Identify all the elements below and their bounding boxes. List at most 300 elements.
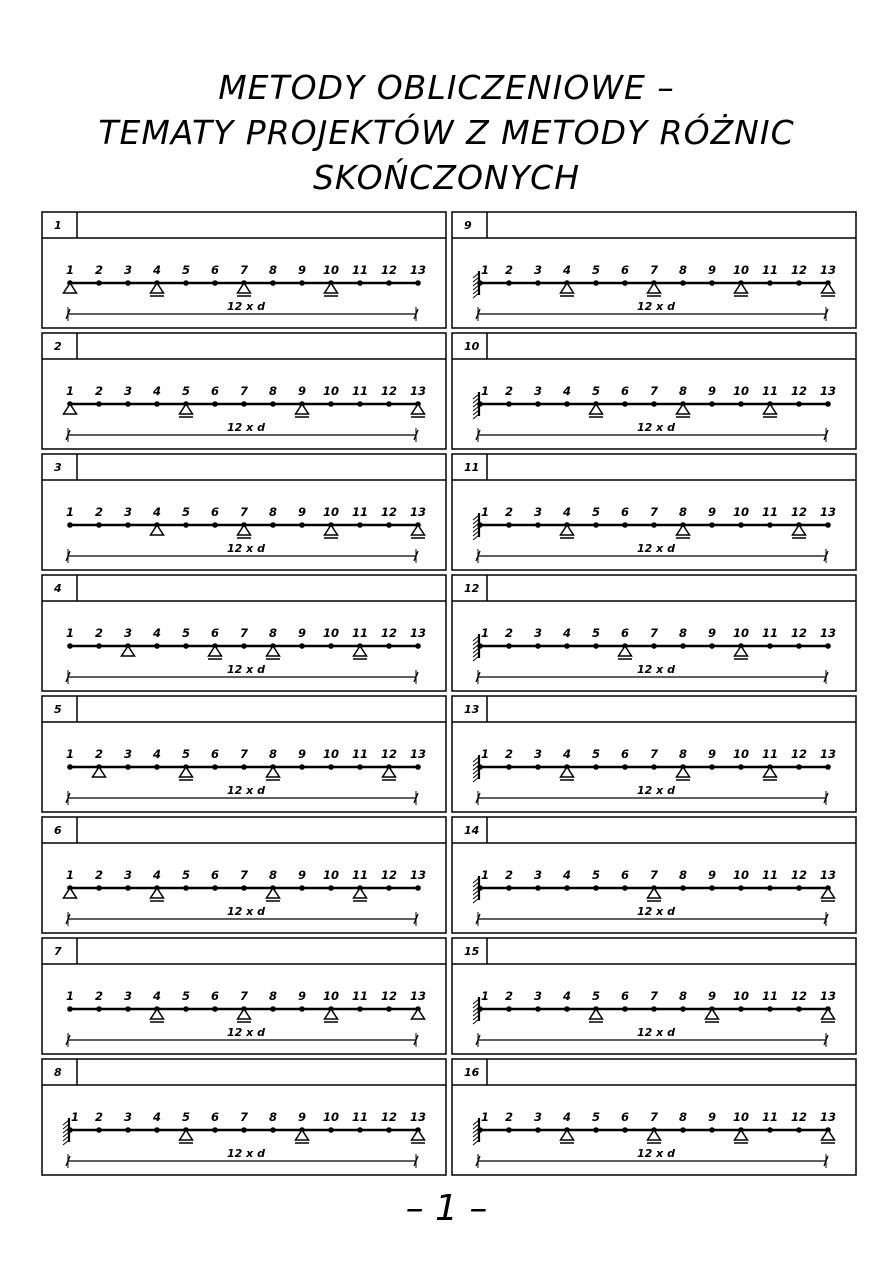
node-point: [506, 764, 512, 770]
dimension-label: 12 x d: [637, 663, 675, 676]
node-label: 3: [123, 384, 133, 398]
node-label: 11: [351, 505, 369, 519]
node-label: 5: [181, 626, 191, 640]
roller-support: [325, 525, 338, 535]
roller-support: [590, 404, 603, 414]
node-point: [183, 280, 189, 286]
node-label: 2: [504, 505, 514, 519]
node-point: [709, 764, 715, 770]
node-point: [738, 1006, 744, 1012]
beam-panel-13: [452, 696, 856, 812]
node-point: [651, 643, 657, 649]
panel-number: 8: [54, 1066, 62, 1079]
node-point: [796, 764, 802, 770]
node-label: 12: [790, 626, 808, 640]
node-label: 6: [620, 384, 630, 398]
node-point: [241, 401, 247, 407]
node-label: 12: [380, 384, 398, 398]
roller-support: [180, 767, 193, 777]
node-label: 3: [533, 1110, 543, 1124]
node-point: [96, 522, 102, 528]
node-label: 6: [210, 989, 220, 1003]
node-point: [564, 1006, 570, 1012]
node-label: 2: [504, 384, 514, 398]
node-label: 4: [562, 505, 572, 519]
node-label: 12: [380, 747, 398, 761]
node-point: [183, 522, 189, 528]
node-label: 11: [351, 747, 369, 761]
panel-number: 9: [464, 219, 472, 232]
node-label: 8: [678, 1110, 688, 1124]
dimension-label: 12 x d: [227, 1147, 265, 1160]
node-label: 5: [181, 263, 191, 277]
node-label: 4: [562, 868, 572, 882]
node-point: [622, 885, 628, 891]
node-label: 11: [761, 384, 779, 398]
node-point: [67, 1006, 73, 1012]
pin-support: [122, 646, 135, 656]
node-point: [183, 643, 189, 649]
node-label: 3: [123, 1110, 133, 1124]
node-point: [506, 280, 512, 286]
beam-panel-3: [42, 454, 446, 570]
node-label: 9: [297, 747, 307, 761]
panel-number: 7: [54, 945, 62, 958]
dimension-label: 12 x d: [637, 1026, 675, 1039]
node-point: [357, 764, 363, 770]
node-label: 5: [591, 505, 601, 519]
node-point: [241, 764, 247, 770]
node-point: [96, 643, 102, 649]
roller-support: [648, 283, 661, 293]
node-label: 9: [707, 505, 717, 519]
node-point: [270, 1127, 276, 1133]
panel-number: 14: [464, 824, 480, 837]
node-label: 4: [562, 1110, 572, 1124]
node-label: 13: [819, 384, 837, 398]
node-label: 1: [480, 263, 490, 277]
node-point: [796, 643, 802, 649]
node-point: [270, 522, 276, 528]
dimension-label: 12 x d: [227, 1026, 265, 1039]
node-label: 6: [620, 868, 630, 882]
node-label: 8: [268, 989, 278, 1003]
node-label: 13: [409, 505, 427, 519]
roller-support: [412, 1130, 425, 1140]
node-point: [767, 1127, 773, 1133]
node-label: 1: [65, 868, 75, 882]
node-label: 1: [70, 1110, 80, 1124]
beam-panel-16: [452, 1059, 856, 1175]
node-label: 10: [732, 747, 750, 761]
node-label: 13: [819, 626, 837, 640]
panel-number: 2: [54, 340, 62, 353]
node-point: [709, 885, 715, 891]
panel-number: 13: [464, 703, 480, 716]
node-label: 7: [649, 263, 659, 277]
node-label: 4: [152, 384, 162, 398]
node-point: [593, 643, 599, 649]
node-point: [154, 401, 160, 407]
node-point: [709, 522, 715, 528]
node-label: 7: [239, 989, 249, 1003]
node-point: [212, 885, 218, 891]
node-label: 8: [678, 505, 688, 519]
node-label: 2: [94, 989, 104, 1003]
node-label: 1: [480, 747, 490, 761]
node-label: 12: [790, 989, 808, 1003]
node-label: 11: [351, 626, 369, 640]
node-point: [415, 643, 421, 649]
node-point: [357, 1006, 363, 1012]
node-label: 7: [239, 868, 249, 882]
node-point: [67, 643, 73, 649]
node-point: [183, 885, 189, 891]
node-label: 10: [322, 263, 340, 277]
node-label: 7: [239, 1110, 249, 1124]
node-label: 13: [819, 1110, 837, 1124]
node-label: 1: [480, 505, 490, 519]
node-label: 12: [380, 1110, 398, 1124]
node-label: 9: [297, 626, 307, 640]
node-label: 5: [181, 1110, 191, 1124]
node-point: [212, 522, 218, 528]
node-label: 7: [649, 989, 659, 1003]
node-point: [125, 280, 131, 286]
node-label: 12: [790, 1110, 808, 1124]
node-label: 8: [678, 263, 688, 277]
node-point: [767, 522, 773, 528]
roller-support: [238, 283, 251, 293]
roller-support: [267, 646, 280, 656]
node-label: 11: [761, 1110, 779, 1124]
node-label: 4: [152, 263, 162, 277]
node-label: 10: [322, 626, 340, 640]
node-label: 2: [504, 868, 514, 882]
node-label: 6: [620, 263, 630, 277]
dimension-label: 12 x d: [637, 300, 675, 313]
node-label: 10: [322, 868, 340, 882]
node-label: 10: [732, 505, 750, 519]
node-label: 5: [591, 384, 601, 398]
node-point: [535, 401, 541, 407]
node-point: [535, 522, 541, 528]
node-label: 2: [94, 747, 104, 761]
node-label: 6: [210, 505, 220, 519]
beam-panel-8: [42, 1059, 446, 1175]
roller-support: [735, 1130, 748, 1140]
node-label: 13: [819, 868, 837, 882]
node-label: 5: [591, 626, 601, 640]
dimension-label: 12 x d: [637, 421, 675, 434]
node-label: 3: [533, 868, 543, 882]
node-label: 10: [322, 747, 340, 761]
node-point: [564, 885, 570, 891]
roller-support: [267, 767, 280, 777]
roller-support: [561, 1130, 574, 1140]
node-label: 7: [239, 747, 249, 761]
node-label: 3: [123, 505, 133, 519]
node-label: 12: [380, 263, 398, 277]
node-label: 1: [65, 384, 75, 398]
node-label: 10: [322, 989, 340, 1003]
roller-support: [354, 646, 367, 656]
node-label: 9: [297, 1110, 307, 1124]
node-label: 11: [761, 263, 779, 277]
node-point: [212, 764, 218, 770]
node-point: [299, 522, 305, 528]
node-point: [651, 764, 657, 770]
node-point: [506, 522, 512, 528]
node-label: 3: [533, 989, 543, 1003]
node-label: 8: [268, 626, 278, 640]
roller-support: [180, 404, 193, 414]
node-point: [96, 280, 102, 286]
node-label: 11: [351, 989, 369, 1003]
node-label: 9: [707, 989, 717, 1003]
node-point: [386, 1006, 392, 1012]
node-label: 6: [210, 626, 220, 640]
node-point: [535, 280, 541, 286]
node-point: [825, 764, 831, 770]
roller-support: [677, 767, 690, 777]
node-point: [328, 401, 334, 407]
node-point: [299, 885, 305, 891]
node-label: 11: [761, 505, 779, 519]
node-label: 7: [649, 384, 659, 398]
node-point: [299, 280, 305, 286]
node-label: 10: [732, 626, 750, 640]
node-label: 2: [504, 989, 514, 1003]
node-label: 9: [707, 626, 717, 640]
roller-support: [735, 283, 748, 293]
node-point: [270, 280, 276, 286]
roller-support: [180, 1130, 193, 1140]
panel-number: 12: [464, 582, 480, 595]
node-label: 8: [678, 626, 688, 640]
node-label: 2: [504, 263, 514, 277]
node-label: 1: [65, 747, 75, 761]
dimension-label: 12 x d: [227, 663, 265, 676]
dimension-label: 12 x d: [227, 905, 265, 918]
node-point: [96, 1006, 102, 1012]
node-point: [506, 401, 512, 407]
node-label: 7: [649, 1110, 659, 1124]
node-label: 13: [819, 989, 837, 1003]
node-point: [767, 1006, 773, 1012]
node-point: [241, 1127, 247, 1133]
node-label: 8: [678, 989, 688, 1003]
node-label: 2: [94, 868, 104, 882]
node-label: 9: [297, 505, 307, 519]
node-point: [299, 764, 305, 770]
node-label: 13: [409, 868, 427, 882]
node-point: [593, 522, 599, 528]
beam-panel-2: [42, 333, 446, 449]
node-point: [680, 280, 686, 286]
node-label: 3: [533, 505, 543, 519]
beam-panel-10: [452, 333, 856, 449]
node-point: [767, 280, 773, 286]
roller-support: [296, 1130, 309, 1140]
node-point: [328, 764, 334, 770]
node-point: [535, 643, 541, 649]
node-point: [825, 522, 831, 528]
beam-panel-4: [42, 575, 446, 691]
node-label: 6: [210, 1110, 220, 1124]
node-label: 9: [297, 868, 307, 882]
node-label: 11: [761, 626, 779, 640]
node-point: [506, 1006, 512, 1012]
node-label: 12: [380, 626, 398, 640]
node-point: [270, 401, 276, 407]
panel-number: 15: [464, 945, 480, 958]
node-label: 10: [732, 263, 750, 277]
node-label: 5: [181, 384, 191, 398]
beam-panel-6: [42, 817, 446, 933]
panel-number: 4: [54, 582, 62, 595]
roller-support: [354, 888, 367, 898]
roller-support: [561, 767, 574, 777]
node-label: 9: [707, 384, 717, 398]
node-label: 2: [94, 263, 104, 277]
node-point: [299, 1006, 305, 1012]
node-point: [67, 522, 73, 528]
node-point: [96, 1127, 102, 1133]
roller-support: [209, 646, 222, 656]
node-point: [622, 1006, 628, 1012]
node-point: [386, 522, 392, 528]
node-point: [680, 1006, 686, 1012]
node-point: [680, 885, 686, 891]
node-label: 11: [761, 868, 779, 882]
node-label: 6: [210, 384, 220, 398]
node-label: 3: [123, 868, 133, 882]
beam-panel-5: [42, 696, 446, 812]
panel-number: 1: [54, 219, 62, 232]
node-label: 4: [152, 1110, 162, 1124]
pin-support: [93, 767, 106, 777]
panel-number: 11: [464, 461, 480, 474]
node-point: [241, 885, 247, 891]
node-label: 2: [504, 626, 514, 640]
node-label: 13: [819, 747, 837, 761]
node-label: 7: [649, 868, 659, 882]
node-point: [212, 401, 218, 407]
panel-number: 6: [54, 824, 62, 837]
node-point: [796, 1127, 802, 1133]
node-label: 10: [322, 384, 340, 398]
node-label: 9: [707, 1110, 717, 1124]
dimension-label: 12 x d: [227, 421, 265, 434]
node-point: [328, 643, 334, 649]
node-point: [506, 885, 512, 891]
node-label: 4: [152, 868, 162, 882]
node-point: [386, 401, 392, 407]
node-label: 13: [409, 747, 427, 761]
node-label: 8: [678, 384, 688, 398]
dimension-label: 12 x d: [637, 784, 675, 797]
roller-support: [325, 1009, 338, 1019]
roller-support: [822, 1009, 835, 1019]
beam-panel-7: [42, 938, 446, 1054]
node-point: [738, 522, 744, 528]
node-label: 3: [533, 626, 543, 640]
node-point: [680, 1127, 686, 1133]
node-point: [154, 643, 160, 649]
node-label: 8: [268, 384, 278, 398]
node-label: 1: [480, 868, 490, 882]
node-label: 5: [181, 989, 191, 1003]
node-point: [622, 522, 628, 528]
node-label: 13: [409, 1110, 427, 1124]
node-label: 12: [790, 384, 808, 398]
node-point: [506, 1127, 512, 1133]
roller-support: [238, 1009, 251, 1019]
node-point: [535, 1006, 541, 1012]
node-point: [212, 280, 218, 286]
node-label: 9: [297, 989, 307, 1003]
node-point: [386, 280, 392, 286]
dimension-label: 12 x d: [227, 300, 265, 313]
panel-number: 16: [464, 1066, 480, 1079]
node-label: 4: [562, 747, 572, 761]
roller-support: [677, 404, 690, 414]
node-point: [125, 401, 131, 407]
panel-number: 5: [54, 703, 62, 716]
node-point: [67, 764, 73, 770]
node-point: [825, 643, 831, 649]
node-point: [767, 885, 773, 891]
roller-support: [412, 404, 425, 414]
roller-support: [151, 888, 164, 898]
node-label: 10: [732, 1110, 750, 1124]
node-point: [564, 401, 570, 407]
node-point: [767, 643, 773, 649]
node-point: [825, 401, 831, 407]
node-point: [125, 1127, 131, 1133]
node-label: 5: [591, 868, 601, 882]
roller-support: [151, 283, 164, 293]
roller-support: [735, 646, 748, 656]
node-label: 2: [94, 626, 104, 640]
roller-support: [267, 888, 280, 898]
node-label: 5: [181, 868, 191, 882]
node-label: 8: [678, 747, 688, 761]
node-point: [651, 401, 657, 407]
node-label: 6: [620, 1110, 630, 1124]
roller-support: [793, 525, 806, 535]
node-label: 12: [790, 747, 808, 761]
title-line-2: TEMATY PROJEKTÓW Z METODY RÓŻNIC: [98, 113, 795, 152]
node-label: 1: [480, 626, 490, 640]
roller-support: [590, 1009, 603, 1019]
node-label: 1: [480, 384, 490, 398]
node-label: 4: [152, 626, 162, 640]
node-label: 12: [790, 868, 808, 882]
node-label: 9: [297, 263, 307, 277]
roller-support: [706, 1009, 719, 1019]
node-label: 7: [239, 384, 249, 398]
node-label: 4: [152, 989, 162, 1003]
dimension-label: 12 x d: [637, 1147, 675, 1160]
pin-support: [64, 283, 77, 293]
node-point: [796, 885, 802, 891]
node-point: [183, 1006, 189, 1012]
roller-support: [325, 283, 338, 293]
node-label: 12: [380, 505, 398, 519]
node-label: 13: [409, 384, 427, 398]
